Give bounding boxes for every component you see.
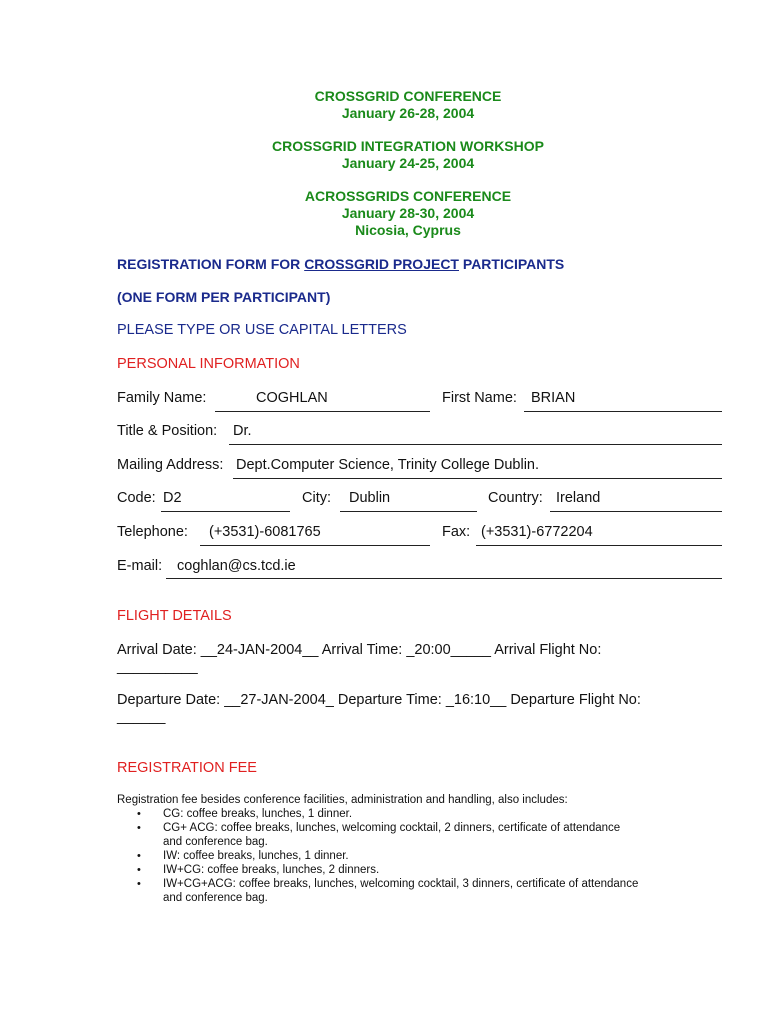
fee-intro: Registration fee besides conference facilities, administration and handling, also includes:	[117, 794, 568, 806]
country-underline	[550, 511, 722, 512]
title-position-label: Title & Position:	[117, 423, 218, 439]
one-form-note: (ONE FORM PER PARTICIPANT)	[117, 289, 331, 305]
fee-item-continued: and conference bag.	[163, 892, 268, 904]
conference-2-title: CROSSGRID INTEGRATION WORKSHOP	[272, 138, 544, 154]
first-name-value[interactable]: BRIAN	[531, 390, 576, 406]
conference-1-date: January 26-28, 2004	[341, 105, 475, 121]
email-underline	[166, 578, 722, 579]
family-name-label: Family Name:	[117, 390, 207, 406]
bullet-icon: •	[137, 850, 141, 862]
country-label: Country:	[488, 490, 543, 506]
code-underline	[161, 511, 290, 512]
bullet-icon: •	[137, 878, 141, 890]
arrival-flight-no-blank[interactable]: __________	[117, 659, 198, 675]
email-label: E-mail:	[117, 558, 163, 574]
family-name-underline	[215, 411, 430, 412]
city-label: City:	[302, 490, 331, 506]
code-label: Code:	[117, 490, 156, 506]
fee-item-continued: and conference bag.	[163, 836, 268, 848]
telephone-label: Telephone:	[117, 524, 188, 540]
code-value[interactable]: D2	[163, 490, 182, 506]
telephone-underline	[200, 545, 430, 546]
conference-3-title: ACROSSGRIDS CONFERENCE	[304, 188, 512, 204]
telephone-value[interactable]: (+3531)-6081765	[209, 524, 321, 540]
fax-value[interactable]: (+3531)-6772204	[481, 524, 593, 540]
country-value[interactable]: Ireland	[556, 490, 601, 506]
family-name-value[interactable]: COGHLAN	[256, 390, 328, 406]
bullet-icon: •	[137, 822, 141, 834]
form-title-prefix: REGISTRATION FORM FOR	[117, 256, 305, 272]
first-name-underline	[524, 411, 722, 412]
fee-item: IW+CG+ACG: coffee breaks, lunches, welcoming cocktail, 3 dinners, certificate of attendance	[163, 878, 639, 890]
fee-item: CG: coffee breaks, lunches, 1 dinner.	[163, 808, 353, 820]
arrival-line[interactable]: Arrival Date: __24-JAN-2004__ Arrival Time: _20:00_____ Arrival Flight No:	[117, 642, 602, 658]
first-name-label: First Name:	[442, 390, 517, 406]
departure-flight-no-blank[interactable]: ______	[117, 709, 166, 725]
personal-info-heading: PERSONAL INFORMATION	[117, 356, 300, 372]
mailing-address-underline	[233, 478, 722, 479]
city-underline	[340, 511, 477, 512]
city-value[interactable]: Dublin	[349, 490, 391, 506]
capital-letters-instruction: PLEASE TYPE OR USE CAPITAL LETTERS	[117, 322, 407, 338]
flight-details-heading: FLIGHT DETAILS	[117, 608, 232, 624]
bullet-icon: •	[137, 864, 141, 876]
form-title-suffix: PARTICIPANTS	[459, 256, 565, 272]
conference-location: Nicosia, Cyprus	[355, 222, 461, 238]
form-title	[117, 256, 564, 272]
departure-line[interactable]: Departure Date: __27-JAN-2004_ Departure Time: _16:10__ Departure Flight No:	[117, 692, 641, 708]
registration-fee-heading: REGISTRATION FEE	[117, 760, 257, 776]
bullet-icon: •	[137, 808, 141, 820]
conference-3-date: January 28-30, 2004	[341, 205, 475, 221]
fee-item: IW+CG: coffee breaks, lunches, 2 dinners.	[163, 864, 380, 876]
conference-2-date: January 24-25, 2004	[341, 155, 475, 171]
title-position-underline	[229, 444, 722, 445]
email-value[interactable]: coghlan@cs.tcd.ie	[177, 558, 296, 574]
fee-item: CG+ ACG: coffee breaks, lunches, welcoming cocktail, 2 dinners, certificate of attendance	[163, 822, 621, 834]
fax-label: Fax:	[442, 524, 471, 540]
mailing-address-label: Mailing Address:	[117, 457, 224, 473]
mailing-address-value[interactable]: Dept.Computer Science, Trinity College Dublin.	[236, 457, 540, 473]
fax-underline	[476, 545, 722, 546]
title-position-value[interactable]: Dr.	[233, 423, 252, 439]
form-title-project: CROSSGRID PROJECT	[304, 256, 459, 272]
conference-1-title: CROSSGRID CONFERENCE	[314, 88, 502, 104]
fee-item: IW: coffee breaks, lunches, 1 dinner.	[163, 850, 349, 862]
